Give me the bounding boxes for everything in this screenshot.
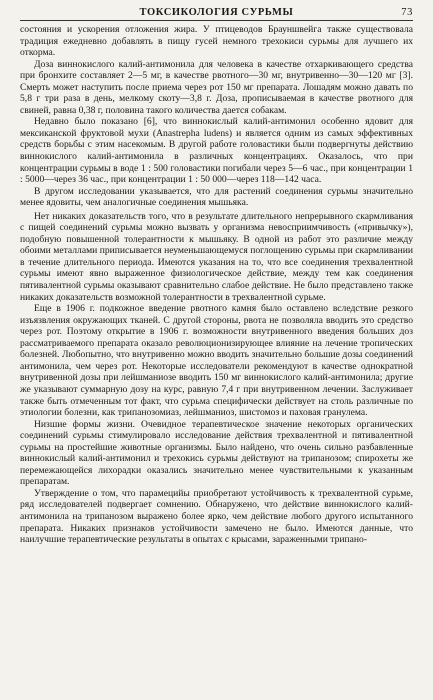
paragraph: Доза виннокислого калий-антимонила для человека в качестве отхаркивающего средства при бронхите составляет 2—5 мг, в качестве рвотного—30 мг, внутривенно—30—120 мг [3]. Смерть может наступить после приема через рот 150 мг препарата. Лошадям можно давать по 5,8 г три раза в день, мелкому скоту—3,8 г. Доза, прописываемая в качестве рвотного для свиней, равна 0,38 г, половина такого количества дается собакам. (20, 58, 413, 116)
paragraph: Низшие формы жизни. Очевидное терапевтическое значение некоторых органических соединений сурьмы стимулировало исследование действия трехвалентной и пятивалентной сурьмы на простейшие животные организмы. Было найдено, что очень сильно разбавленные виннокислый калий-антимонил и трехокись сурьмы действуют на трипанозом; спирохеты же перемежающейся лихорадки оказались значительно менее чувствительными к указанным препаратам. (20, 418, 413, 488)
paragraph: состояния и ускорения отложения жира. У птицеводов Брауншвейга также существовала традиция ежедневно добавлять в пищу гусей немного трехокиси сурьмы для лучшего их откорма. (20, 24, 413, 59)
page-header (20, 4, 413, 21)
running-title: ТОКСИКОЛОГИЯ СУРЬМЫ (139, 7, 294, 18)
paragraph: Еще в 1906 г. подкожное введение рвотного камня было оставлено вследствие резкого изъязвления окружающих тканей. С другой стороны, рвота не позволяла вводить это средство через рот. Поэтому открытие в 1906 г. возможности внутривенного введения больших доз рассматриваемого препарата оказало революционизирующее влияние на лечение тропических болезней. Любопытно, что внутривенно можно вводить значительно большие дозы соединений антимонила, чем через рот. Некоторые исследователи рекомендуют в качестве однократной внутривенной дозы при лейшманиозе вводить 150 мг виннокислого калий-антимонила; другие же указывают суммарную дозу на курс, равную 7,4 г при внутривенном лечении. Заслуживает также быть отмеченным тот факт, что сурьма специфически действует на столь различные по этиологии болезни, как трипанозомиаз, лейшманиоз, шистомоз и паховая гранулема. (20, 303, 413, 419)
paragraph: Нет никаких доказательств того, что в результате длительного непрерывного скармливания с пищей соединений сурьмы можно вызвать у организма невосприимчивость («привычку»), подобную повышенной толерантности к мышьяку. В одной из работ это различие между обоими металлами приписывается неуменьшающемуся поглощению сурьмы при скармливании в течение длительного периода. Имеются указания на то, что все соединения трехвалентной сурьмы имеют явно выраженное физиологическое действие, между тем как соединения пятивалентной сурьмы оказывают сравнительно слабое действие. Не было представлено также никаких доказательств возможной толерантности в трехвалентной сурьме. (20, 210, 413, 303)
paragraph: В другом исследовании указывается, что для растений соединения сурьмы значительно менее ядовиты, чем аналогичные соединения мышьяка. (20, 185, 413, 209)
body-text (20, 24, 413, 546)
paragraph: Утверждение о том, что парамецийы приобретают устойчивость к трехвалентной сурьме, ряд исследователей подвергает сомнению. Обнаружено, что действие виннокислого калий-антимонила на трипанозом выражено более ярко, чем действие любого другого испытанного препарата. Никаких признаков устойчивости замечено не было. Имеются данные, что наилучшие терапевтические результаты в опытах с крысами, зараженными трипано- (20, 487, 413, 546)
paragraph: Недавно было показано [6], что виннокислый калий-антимонил особенно ядовит для мексиканской фруктовой мухи (Anastrepha ludens) и является одним из самых эффективных средств борьбы с этим насекомым. В другой работе головастики были подвергнуты действию виннокислого калий-антимонила в различных концентрациях. Оказалось, что при концентрации сурьмы в воде 1 : 500 головастики погибали через 5—6 час., при концентрации 1 : 5000—через 36 час., при концентрации 1 : 50 000—через 118—142 часа. (20, 116, 413, 186)
page-number: 73 (401, 7, 413, 18)
